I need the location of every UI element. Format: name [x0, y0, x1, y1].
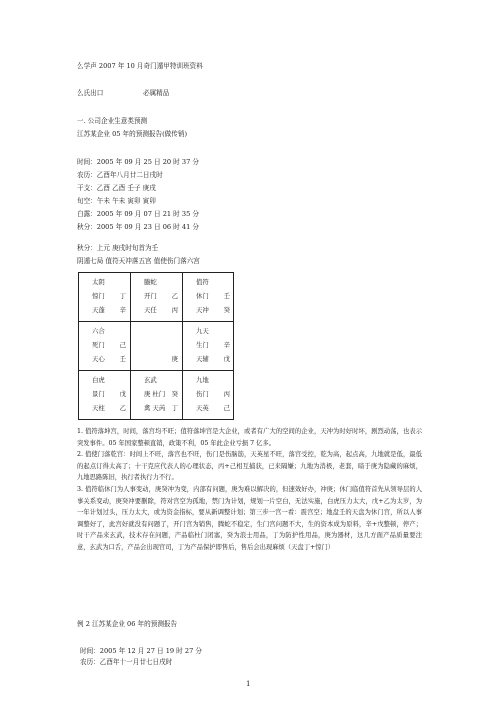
- chart-xunkong: 旬空：午未 午未 寅卯 寅卯: [77, 197, 156, 205]
- example2-title: 例 2 江苏某企业 06 年的预测报告: [77, 620, 178, 628]
- palace-right-text: 癸: [171, 390, 178, 398]
- section-heading: 一. 公司企业生意类预测: [77, 117, 148, 125]
- palace-right-text: 戊: [223, 355, 230, 363]
- palace-left-text: 白虎: [92, 376, 105, 384]
- palace-cell: [92, 324, 126, 366]
- palace-right-text: 辛: [119, 306, 126, 314]
- header-subtitle-left: 么氏出口: [77, 89, 104, 97]
- palace-cell: [144, 373, 178, 415]
- analysis-paragraph-3: 3. 值符临休门为人事变动，庚癸冲为变，内部有问题，庚为难以解决的，但速效好办，冲庚；休门临值符首先从领导层的人事关系变动，庚癸冲要删除，符对宫空为孤地，禁门为计划，规划一片空白，无法实施，白虎压力太大，戊+乙为太岁，为一年计划过头，压力太大，或为资金指标，要从新调整计划；第三步一宫一看：震宫空；地盘壬的天盘为休门宫，所以人事调整好了，此宫好就没有问题了，开门宫为销售，腾蛇不稳定，生门宫问题不大，生的资本成为原料，辛+戊整顿，停产；时干产品来玄武，技术存在问题，产品临杜门闭塞，癸为浪士用品，丁为防护性用品，庚为器材，这几方面产品质量要注意，玄武为口舌，产品会出现官司，丁为产品保护即售后，售后会出现麻烦（天盘丁+惊门）: [77, 486, 422, 551]
- example-title: 江苏某企业 05 年的预测报告(做传销): [77, 130, 188, 138]
- palace-left-text: 生门: [196, 341, 209, 349]
- header-subtitle-right: 必属精品: [143, 89, 170, 97]
- palace-right-text: 丙: [171, 306, 178, 314]
- palace-left-text: 九天: [196, 327, 209, 335]
- chart-lunar: 农历：乙酉年八月廿二日戌时: [77, 171, 163, 179]
- palace-left-text: 伤门: [196, 390, 209, 398]
- palace-left-text: 螣蛇: [144, 278, 157, 286]
- palace-left-text: 玄武: [144, 376, 157, 384]
- palace-left-text: 天冲: [196, 306, 209, 314]
- palace-right-text: 丙: [223, 390, 230, 398]
- palace-cell: [144, 275, 178, 317]
- palace-right-text: 己: [119, 341, 126, 349]
- palace-cell: [144, 324, 178, 366]
- palace-left-text: 天心: [92, 355, 105, 363]
- palace-cell: [196, 373, 230, 415]
- palace-cell: [92, 373, 126, 415]
- palace-left-text: 天蓬: [92, 306, 105, 314]
- palace-right-text: 丁: [171, 404, 178, 412]
- palace-left-text: 天辅: [196, 355, 209, 363]
- palace-left-text: 惊门: [92, 292, 105, 300]
- palace-left-text: 禽 天芮: [144, 404, 166, 412]
- palace-right-text: 戊: [119, 390, 126, 398]
- palace-right-text: 壬: [119, 355, 126, 363]
- palace-left-text: 九地: [196, 376, 209, 384]
- palace-left-text: 休门: [196, 292, 209, 300]
- header-title: 么学声 2007 年 10 月奇门遁甲特训班资料: [77, 62, 203, 70]
- palace-left-text: 景门: [92, 390, 105, 398]
- analysis-paragraph-2: 2. 值使门落乾宫：时间上不旺，落宫也不旺，伤门是伤脑筋，天英星不旺，落宫受控，乾为高，起点高，九地就是低，最低的起点订得太高了；十干克应代表人的心理状态，丙+己相互捕获，已来隔嫌；九地为消极，老套，暗于庚为隐藏的麻烦，九地思路陈旧，执行者执行力不行。: [77, 451, 422, 482]
- palace-right-text: 乙: [119, 404, 126, 412]
- chart-qiufen: 秋分：2005 年 09 月 23 日 06 时 41 分: [77, 223, 199, 231]
- palace-left-text: 天英: [196, 404, 209, 412]
- palace-cell: [92, 275, 126, 317]
- palace-left-text: 六合: [92, 327, 105, 335]
- page-number: 1: [246, 680, 251, 688]
- palace-left-text: 庚 杜门: [144, 390, 166, 398]
- palace-left-text: 天任: [144, 306, 157, 314]
- qimen-palace-grid: [78, 272, 234, 420]
- palace-left-text: 值符: [196, 278, 209, 286]
- palace-right-text: 癸: [223, 306, 230, 314]
- chart-yuan: 秋分：上元 庚戌时旬首为壬: [77, 244, 159, 252]
- example2-lunar: 农历：乙酉年十一月廿七日戌时: [80, 658, 173, 666]
- palace-right-text: 乙: [171, 292, 178, 300]
- palace-left-text: 太阴: [92, 278, 105, 286]
- chart-ganzhi: 干支：乙酉 乙酉 壬子 庚戌: [77, 184, 156, 192]
- palace-right-text: 庚: [171, 355, 178, 363]
- palace-left-text: 开门: [144, 292, 157, 300]
- palace-right-text: 丁: [119, 292, 126, 300]
- palace-right-text: 壬: [223, 292, 230, 300]
- chart-time: 时间：2005 年 09 月 25 日 20 时 37 分: [77, 158, 199, 166]
- chart-ju: 阴遁七局 值符天冲落五宫 值使伤门落六宫: [77, 257, 200, 265]
- example2-time: 时间：2005 年 12 月 27 日 19 时 27 分: [80, 647, 202, 655]
- palace-right-text: 己: [223, 404, 230, 412]
- palace-cell: [196, 275, 230, 317]
- palace-left-text: 天柱: [92, 404, 105, 412]
- palace-left-text: 死门: [92, 341, 105, 349]
- palace-right-text: 辛: [223, 341, 230, 349]
- chart-bailu: 白露：2005 年 09 月 07 日 21 时 35 分: [77, 210, 199, 218]
- palace-cell: [196, 324, 230, 366]
- analysis-paragraph-1: 1. 值符落坤宫，时间，落宫均不旺；值符落坤宫是大企业，或者有广大的空间的企业，天冲为时好时坏，剧烈动荡，也表示突发事件。05 年国家整顿直销，政策不利，05 年此企业亏损 7 亿多。: [77, 428, 422, 447]
